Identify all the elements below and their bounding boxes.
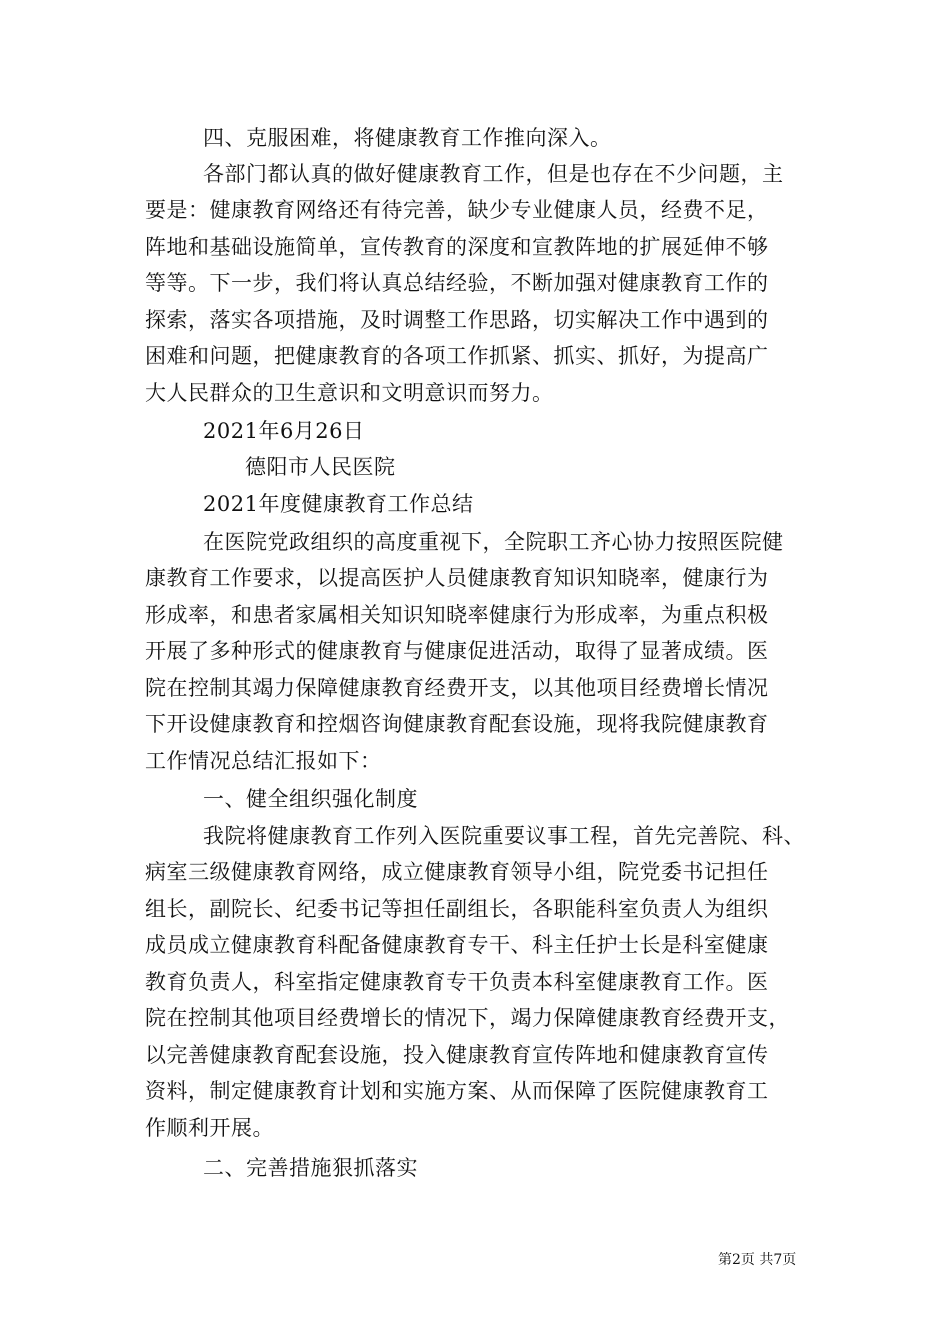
paragraph-line: 院在控制其竭力保障健康教育经费开支，以其他项目经费增长情况 [145,676,769,700]
paragraph-line: 大人民群众的卫生意识和文明意识而努力。 [145,381,554,405]
document-title: 2021年度健康教育工作总结 [203,492,474,516]
paragraph-line: 病室三级健康教育网络，成立健康教育领导小组，院党委书记担任 [145,860,769,884]
paragraph-line: 工作情况总结汇报如下： [145,749,382,773]
paragraph-line: 院在控制其他项目经费增长的情况下，竭力保障健康教育经费开支， [145,1006,790,1030]
paragraph-line: 形成率，和患者家属相关知识知晓率健康行为形成率，为重点积极 [145,603,769,627]
paragraph-line: 等等。下一步，我们将认真总结经验，不断加强对健康教育工作的 [145,271,769,295]
paragraph-line: 探索，落实各项措施，及时调整工作思路，切实解决工作中遇到的 [145,308,769,332]
paragraph-line: 在医院党政组织的高度重视下，全院职工齐心协力按照医院健 [203,530,784,554]
paragraph-line: 作顺利开展。 [145,1116,274,1140]
organization-name: 德阳市人民医院 [245,455,396,479]
paragraph-line: 资料，制定健康教育计划和实施方案、从而保障了医院健康教育工 [145,1079,769,1103]
page-number-footer: 第2页 共7页 [718,1252,797,1268]
paragraph-line: 困难和问题，把健康教育的各项工作抓紧、抓实、抓好，为提高广 [145,344,769,368]
paragraph-line: 要是：健康教育网络还有待完善，缺少专业健康人员，经费不足， [145,198,769,222]
heading-four: 四、克服困难，将健康教育工作推向深入。 [203,126,612,150]
section-heading-two: 二、完善措施狠抓落实 [203,1156,418,1180]
paragraph-line: 下开设健康教育和控烟咨询健康教育配套设施，现将我院健康教育 [145,712,769,736]
paragraph-line: 教育负责人，科室指定健康教育专干负责本科室健康教育工作。医 [145,970,769,994]
paragraph-line: 组长，副院长、纪委书记等担任副组长，各职能科室负责人为组织 [145,897,769,921]
paragraph-line: 以完善健康教育配套设施，投入健康教育宣传阵地和健康教育宣传 [145,1043,769,1067]
paragraph-line: 康教育工作要求，以提高医护人员健康教育知识知晓率，健康行为 [145,566,769,590]
section-heading-one: 一、健全组织强化制度 [203,787,418,811]
paragraph-line: 成员成立健康教育科配备健康教育专干、科主任护士长是科室健康 [145,933,769,957]
date-line: 2021年6月26日 [203,419,365,443]
paragraph-line: 阵地和基础设施简单，宣传教育的深度和宣教阵地的扩展延伸不够 [145,235,769,259]
paragraph-line: 我院将健康教育工作列入医院重要议事工程，首先完善院、科、 [203,824,805,848]
paragraph-line: 开展了多种形式的健康教育与健康促进活动，取得了显著成绩。医 [145,639,769,663]
paragraph-line: 各部门都认真的做好健康教育工作，但是也存在不少问题，主 [203,162,784,186]
